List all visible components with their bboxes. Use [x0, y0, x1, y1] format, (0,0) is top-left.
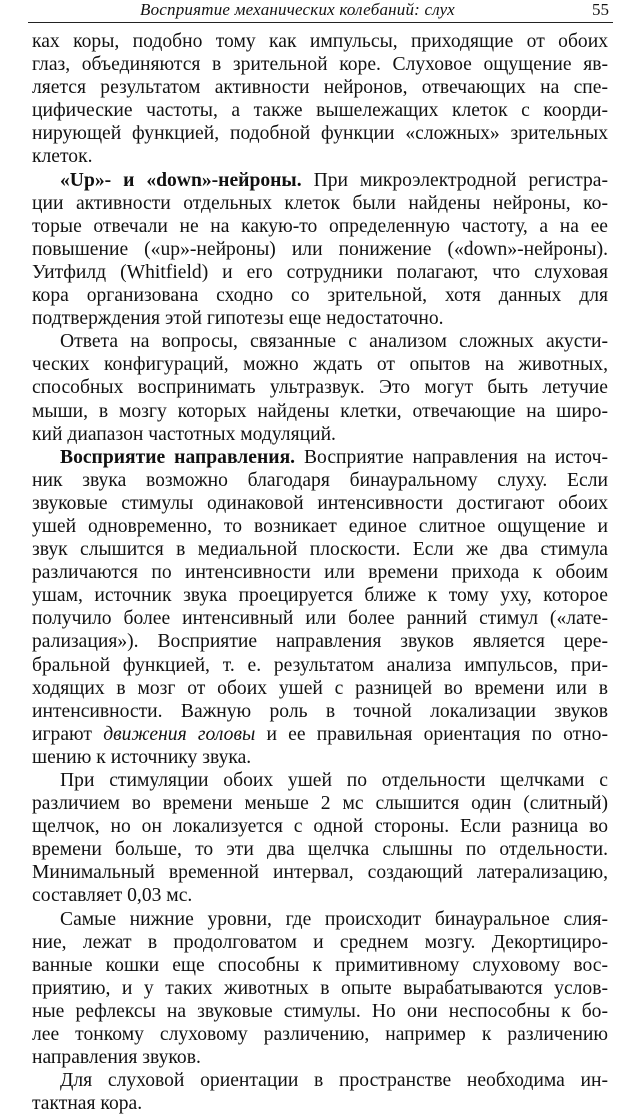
text-run: лее тонкому слуховому различению, например к различению [32, 1024, 608, 1046]
text-line [32, 330, 608, 353]
text-line [32, 30, 608, 53]
text-line [32, 353, 608, 376]
text-line [32, 400, 608, 423]
text-run: глаз, объединяются в зрительной коре. Слуховое ощущение яв- [32, 54, 608, 76]
text-line [32, 977, 608, 1000]
text-line [32, 884, 608, 907]
text-line [32, 746, 608, 769]
text-line [32, 446, 608, 469]
text-line [32, 538, 608, 561]
text-line [32, 492, 608, 515]
text-run: щелчок, но он локализуется с одной стороны. Если разница во [32, 816, 608, 838]
text-run: играют [32, 723, 104, 745]
text-line [32, 122, 608, 145]
text-run: звуковые стимулы одинаковой интенсивности достигают обоих [32, 492, 608, 514]
text-run: ушам, источник звука проецируется ближе к тому уху, которое [32, 585, 608, 607]
text-line [32, 261, 608, 284]
text-run: нирующей функцией, подобной функции «сложных» зрительных [32, 123, 608, 145]
text-line [32, 215, 608, 238]
text-run: приятию, и у таких животных в опыте вырабатываются услов- [32, 977, 608, 999]
text-run: шению к источнику звука. [32, 746, 252, 768]
text-run: Минимальный временной интервал, создающий латерализацию, [32, 862, 608, 884]
text-line [32, 145, 608, 168]
text-line [32, 169, 608, 192]
text-line [32, 584, 608, 607]
text-run: составляет 0,03 мс. [32, 885, 193, 907]
text-run: получило более интенсивный или более ранний стимул («лате- [32, 608, 608, 630]
text-run: повышение («up»-нейроны) или понижение («down»-нейроны). [32, 238, 608, 260]
text-run: При микроэлектродной регистра- [301, 169, 608, 191]
text-line [32, 515, 608, 538]
text-line [32, 1092, 608, 1115]
text-line [32, 654, 608, 677]
text-line [32, 861, 608, 884]
text-run: и ее правильная ориентация по отно- [255, 723, 608, 745]
text-run: торые отвечали не на какую-то определенную частоту, а на ее [32, 215, 608, 237]
text-line [32, 723, 608, 746]
text-run: ванные кошки еще способны к примитивному слуховому вос- [32, 954, 608, 976]
text-line [32, 815, 608, 838]
text-line [32, 1000, 608, 1023]
running-header [28, 0, 613, 23]
text-line [32, 677, 608, 700]
text-run: кора организована сходно со зрительной, хотя данных для [32, 285, 608, 307]
text-run: ник звука возможно благодаря бинауральному слуху. Если [32, 469, 608, 491]
text-run: ние, лежат в продолговатом и среднем мозгу. Декортициро- [32, 931, 608, 953]
text-run: времени больше, то эти два щелчка слышны по отдельности. [32, 839, 608, 861]
text-run: направления звуков. [32, 1047, 201, 1069]
bold-run-in-heading: «Up»- и «down»-нейроны. [60, 169, 302, 191]
text-line [32, 469, 608, 492]
text-run: ческих конфигураций, можно ждать от опытов на животных, [32, 354, 608, 376]
text-line [32, 630, 608, 653]
text-run: ходящих в мозг от обоих ушей с разницей во времени или в [32, 677, 608, 699]
text-line [32, 99, 608, 122]
body-text [32, 30, 608, 1115]
text-run: ках коры, подобно тому как импульсы, приходящие от обоих [32, 31, 608, 52]
text-run: мыши, в мозгу которых найдены клетки, отвечающие на широ- [32, 400, 608, 422]
text-line [32, 700, 608, 723]
text-line [32, 1046, 608, 1069]
text-line [32, 792, 608, 815]
text-run: тактная кора. [32, 1093, 143, 1115]
text-run: звук слышится в медиальной плоскости. Если же два стимула [32, 539, 608, 561]
text-run: рализация»). Восприятие направления звуков является цере- [32, 631, 608, 653]
text-run: бральной функцией, т. е. результатом анализа импульсов, при- [32, 654, 608, 676]
text-line [32, 307, 608, 330]
text-run: Для слуховой ориентации в пространстве необходима ин- [60, 1070, 608, 1092]
text-line [32, 284, 608, 307]
text-line [32, 76, 608, 99]
text-run: способных воспринимать ультразвук. Это могут быть летучие [32, 377, 608, 399]
text-line [32, 769, 608, 792]
text-line [32, 423, 608, 446]
text-line [32, 1069, 608, 1092]
text-run: Самые нижние уровни, где происходит бинауральное слия- [60, 908, 608, 930]
text-line [32, 238, 608, 261]
text-run: клеток. [32, 146, 93, 168]
text-run: интенсивности. Важную роль в точной локализации звуков [32, 700, 608, 722]
text-run: подтверждения этой гипотезы еще недостаточно. [32, 308, 444, 330]
page-number: 55 [592, 0, 609, 19]
text-line [32, 607, 608, 630]
text-line [32, 931, 608, 954]
text-run: ляется результатом активности нейронов, отвечающих на спе- [32, 77, 608, 99]
text-run: Уитфилд (Whitfield) и его сотрудники полагают, что слуховая [32, 261, 608, 283]
italic-emphasis: движения головы [103, 723, 256, 745]
text-line [32, 192, 608, 215]
text-run: ции активности отдельных клеток были найдены нейроны, ко- [32, 192, 608, 214]
bold-run-in-heading: Восприятие направления. [60, 446, 296, 468]
text-run: ные рефлексы на звуковые стимулы. Но они неспособны к бо- [32, 1000, 608, 1022]
text-run: различаются по интенсивности или времени прихода к обоим [32, 562, 608, 584]
text-run: различием во времени меньше 2 мс слышится один (слитный) [32, 793, 608, 815]
text-line [32, 838, 608, 861]
text-line [32, 376, 608, 399]
running-title: Восприятие механических колебаний: слух [140, 0, 455, 19]
text-line [32, 954, 608, 977]
text-run: Ответа на вопросы, связанные с анализом сложных акусти- [60, 331, 608, 353]
text-line [32, 1023, 608, 1046]
text-run: цифические частоты, а также вышележащих клеток с коорди- [32, 100, 608, 122]
text-line [32, 908, 608, 931]
text-run: Восприятие направления на источ- [295, 446, 608, 468]
text-line [32, 53, 608, 76]
text-run: кий диапазон частотных модуляций. [32, 423, 336, 445]
text-run: ушей одновременно, то возникает единое слитное ощущение и [32, 515, 608, 537]
text-run: При стимуляции обоих ушей по отдельности щелчками с [60, 770, 608, 791]
text-line [32, 561, 608, 584]
